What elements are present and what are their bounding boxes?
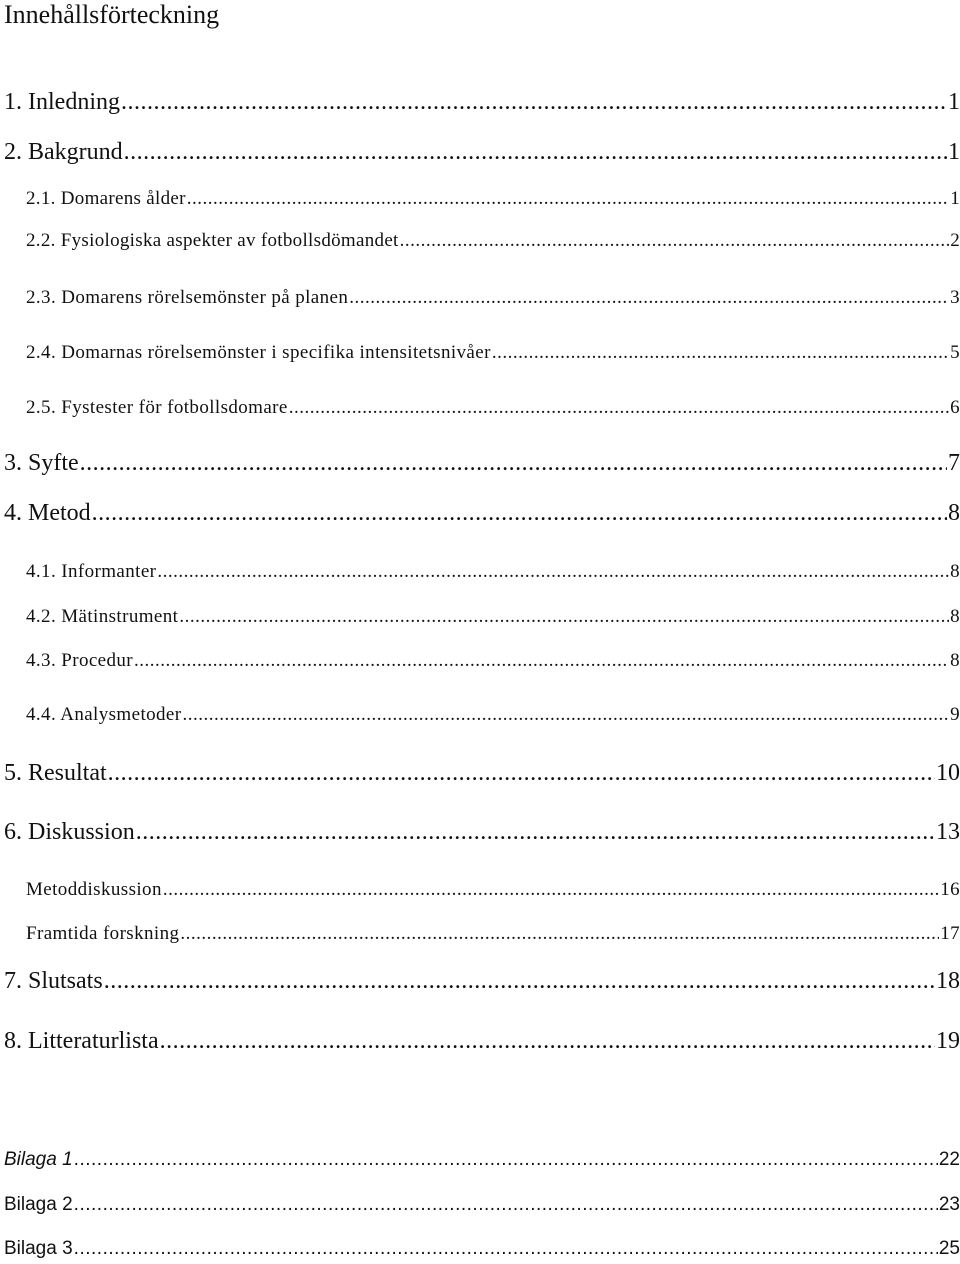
toc-entry-domarnas-rorelsemonster[interactable] [26,341,960,365]
toc-entry-label: 4.3. Procedur [26,650,134,671]
dot-leader [163,878,939,902]
toc-entry-label: 2. Bakgrund [4,139,123,165]
toc-entry-resultat[interactable] [4,759,960,787]
toc-entry-framtida-forskning[interactable] [26,922,960,946]
toc-page-number: 7 [948,450,960,476]
dot-leader [160,1027,935,1055]
dot-leader [121,88,947,116]
toc-page-number: 9 [950,704,960,725]
dot-leader [182,703,949,727]
toc-page-number: 25 [938,1238,960,1259]
toc-page-number: 1 [950,188,960,209]
dot-leader [74,1237,938,1261]
toc-entry-label: 2.3. Domarens rörelsemönster på planen [26,287,349,308]
dot-leader [400,229,950,253]
dot-leader [134,649,949,673]
toc-page-number: 6 [950,397,960,418]
toc-page-number: 8 [950,606,960,627]
dot-leader [349,286,949,310]
toc-entry-procedur[interactable] [26,649,960,673]
toc-page-number: 8 [950,561,960,582]
toc-entry-label: Bilaga 3 [4,1238,73,1259]
toc-page-number: 2 [950,230,960,251]
dot-leader [92,499,947,527]
toc-page-number: 19 [936,1028,960,1054]
toc-entry-label: 3. Syfte [4,450,79,476]
toc-entry-label: 2.5. Fystester för fotbollsdomare [26,397,288,418]
toc-entry-domarens-rorelsemonster[interactable] [26,286,960,310]
toc-entry-fysiologiska-aspekter[interactable] [26,229,960,253]
toc-entry-label: 1. Inledning [4,89,120,115]
toc-page-number: 18 [936,968,960,994]
toc-entry-label: 2.2. Fysiologiska aspekter av fotbollsdömandet [26,230,399,251]
toc-entry-label: 5. Resultat [4,760,107,786]
toc-page-number: 8 [948,500,960,526]
toc-title: Innehållsförteckning [4,0,220,29]
toc-page-number: 16 [940,879,960,900]
toc-entry-label: 4.4. Analysmetoder [26,704,182,725]
toc-entry-label: 8. Litteraturlista [4,1028,159,1054]
toc-entry-litteraturlista[interactable] [4,1027,960,1055]
toc-page-number: 3 [950,287,960,308]
toc-entry-label: Framtida forskning [26,923,180,944]
toc-entry-matinstrument[interactable] [26,605,960,629]
dot-leader [187,187,949,211]
toc-page-number: 13 [936,819,960,845]
toc-entry-label: 4.1. Informanter [26,561,157,582]
dot-leader [136,818,935,846]
toc-entry-label: 2.1. Domarens ålder [26,188,186,209]
dot-leader [104,967,935,995]
toc-entry-bakgrund[interactable] [4,138,960,166]
toc-entry-label: Metoddiskussion [26,879,162,900]
toc-page-number: 1 [948,89,960,115]
dot-leader [108,759,935,787]
toc-entry-bilaga-1[interactable] [4,1148,960,1172]
toc-entry-bilaga-3[interactable] [4,1237,960,1261]
toc-entry-label: Bilaga 1 [4,1149,73,1170]
toc-entry-analysmetoder[interactable] [26,703,960,727]
toc-entry-inledning[interactable] [4,88,960,116]
toc-page-number: 17 [940,923,960,944]
toc-page-number: 10 [936,760,960,786]
toc-entry-informanter[interactable] [26,560,960,584]
toc-entry-syfte[interactable] [4,449,960,477]
toc-page-number: 23 [938,1194,960,1215]
dot-leader [74,1148,938,1172]
toc-entry-slutsats[interactable] [4,967,960,995]
toc-entry-fystester[interactable] [26,396,960,420]
dot-leader [289,396,949,420]
toc-page-number: 1 [948,139,960,165]
toc-page-number: 22 [938,1149,960,1170]
dot-leader [492,341,949,365]
dot-leader [180,922,939,946]
toc-entry-label: 7. Slutsats [4,968,103,994]
toc-entry-label: 4. Metod [4,500,91,526]
dot-leader [80,449,947,477]
toc-entry-diskussion[interactable] [4,818,960,846]
toc-entry-metoddiskussion[interactable] [26,878,960,902]
dot-leader [179,605,949,629]
toc-entry-label: Bilaga 2 [4,1194,73,1215]
dot-leader [74,1193,938,1217]
toc-page-number: 5 [950,342,960,363]
toc-entry-bilaga-2[interactable] [4,1193,960,1217]
toc-entry-label: 4.2. Mätinstrument [26,606,179,627]
toc-page-number: 8 [950,650,960,671]
dot-leader [157,560,949,584]
toc-entry-metod[interactable] [4,499,960,527]
toc-entry-label: 2.4. Domarnas rörelsemönster i specifika intensitetsnivåer [26,342,491,363]
dot-leader [124,138,947,166]
toc-entry-domarens-alder[interactable] [26,187,960,211]
toc-entry-label: 6. Diskussion [4,819,135,845]
